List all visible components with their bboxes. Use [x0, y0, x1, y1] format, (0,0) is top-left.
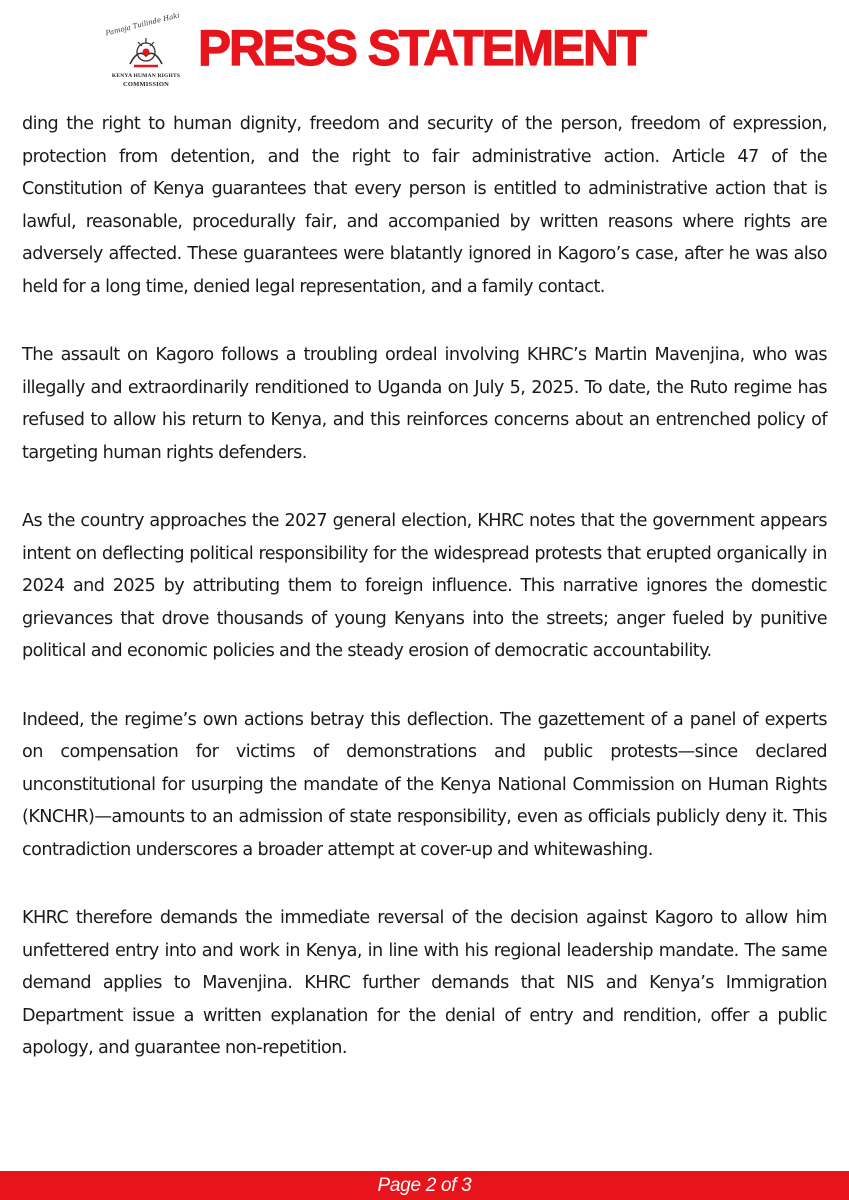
khrc-logo	[104, 11, 184, 94]
page-title: PRESS STATEMENT	[198, 20, 646, 76]
statement-body	[22, 108, 827, 1101]
paragraph-election: As the country approaches the 2027 general election, KHRC notes that the government appears intent on deflecting political responsibility for the widespread protests that erupted organically in 2024 and 2025 by attributing them to foreign influence. This narrative ignores the domestic grievances that drove thousands of young Kenyans into the streets; anger fueled by punitive political and economic policies and the steady erosion of democratic accountability.	[22, 511, 827, 661]
page-footer	[0, 1171, 849, 1200]
paragraph-demands: KHRC therefore demands the immediate reversal of the decision against Kagoro to allow him unfettered entry into and work in Kenya, in line with his regional leadership mandate. The same demand applies to Mavenjina. KHRC further demands that NIS and Kenya’s Immigration Department issue a written explanation for the denial of entry and rendition, offer a public apology, and guarantee non-repetition.	[22, 908, 827, 1058]
paragraph-mavenjina: The assault on Kagoro follows a troubling ordeal involving KHRC’s Martin Mavenjina, who was illegally and extraordinarily renditioned to Uganda on July 5, 2025. To date, the Ruto regime has refused to allow his return to Kenya, and this reinforces concerns about an entrenched policy of targeting human rights defenders.	[22, 345, 827, 463]
page-number: Page 2 of 3	[377, 1175, 472, 1196]
page-header	[0, 0, 849, 100]
logo-org-commission: COMMISSION	[122, 81, 170, 88]
logo-org-name: KENYA HUMAN RIGHTS	[111, 73, 181, 79]
logo-motto: Pamoja Tuilinde Haki	[104, 11, 181, 38]
paragraph-rights: ding the right to human dignity, freedom and security of the person, freedom of expression, protection from detention, and the right to fair administrative action. Article 47 of the Constitution of Kenya guarantees that every person is entitled to administrative action that is lawful, reasonable, procedurally fair, and accompanied by written reasons where rights are adversely affected. These guarantees were blatantly ignored in Kagoro’s case, after he was also held for a long time, denied legal representation, and a family contact.	[22, 114, 827, 297]
paragraph-deflection: Indeed, the regime’s own actions betray this deflection. The gazettement of a panel of experts on compensation for victims of demonstrations and public protests—since declared unconstitutional for usurping the mandate of the Kenya National Commission on Human Rights (KNCHR)—amounts to an admission of state responsibility, even as officials publicly deny it. This contradiction underscores a broader attempt at cover-up and whitewashing.	[22, 709, 827, 860]
